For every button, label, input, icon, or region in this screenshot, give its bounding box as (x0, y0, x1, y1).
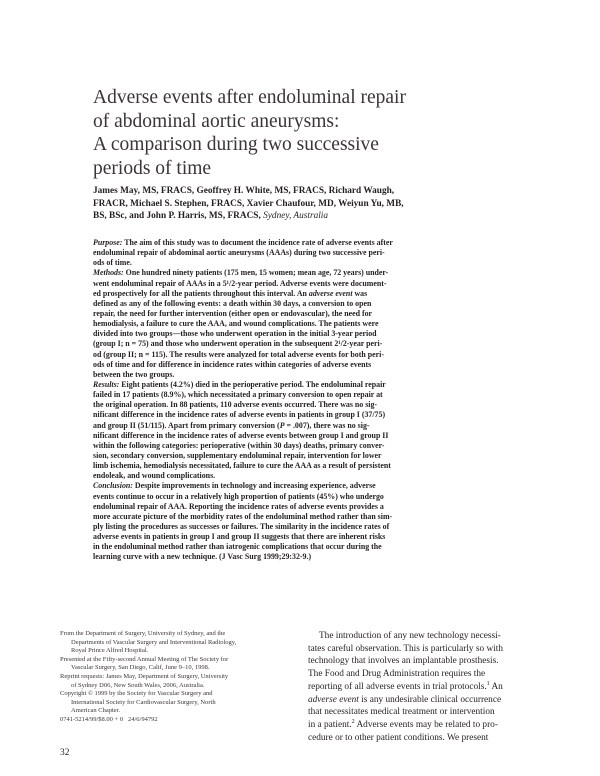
intro-line (308, 694, 544, 707)
intro-line (308, 719, 544, 732)
footnote-line: Copyright © 1999 by the Society for Vascular Surgery and (60, 690, 213, 698)
author-line: James May, MS, FRACS, Geoffrey H. White, MS, FRACS, Richard Waugh, (93, 186, 395, 196)
author-location: Sydney, Australia (263, 211, 329, 222)
title-line: A comparison during two successive (93, 134, 379, 155)
footnote-line: From the Department of Surgery, University of Sydney, and the (60, 630, 226, 637)
abstract-line (93, 268, 518, 278)
article-title (93, 86, 513, 180)
intro-line: technology that involves an implantable prosthesis. (308, 656, 499, 667)
abstract-line (93, 481, 518, 491)
abstract-line: nificant difference in the incidence rates of adverse events in patients in group I (37/75) (93, 410, 386, 420)
abstract-line: ods of time and for difference in incidence rates within categories of adverse events (93, 359, 372, 369)
methods-text: was (352, 288, 368, 298)
abstract-line: adverse events in patients in group I and group II suggests that there are inherent risks (93, 532, 386, 542)
title-line: of abdominal aortic aneurysms: (93, 110, 340, 132)
abstract-line (93, 380, 518, 390)
author-list (93, 185, 513, 223)
intro-text: reporting of all adverse events in trial protocols. (308, 681, 487, 692)
methods-text: One hundred ninety patients (175 men, 15 women; mean age, 72 years) under- (123, 268, 389, 278)
results-text: Eight patients (4.2%) died in the perioperative period. The endoluminal repair (119, 379, 386, 389)
conclusion-label: Conclusion: (93, 481, 133, 491)
article-code-line (60, 716, 280, 725)
intro-line: The introduction of any new technology necessi- (319, 631, 501, 641)
page-number: 32 (60, 748, 70, 758)
affiliation-footnotes (60, 630, 280, 725)
abstract-line (93, 289, 518, 299)
abstract-line: divided into two groups—those who underwent operation in the initial 3-year period (93, 329, 377, 339)
footnote-line: Presented at the Fifty-second Annual Meeting of The Society for (60, 655, 229, 663)
title-line: Adverse events after endoluminal repair (93, 87, 406, 108)
abstract-line: ods of time. (93, 258, 132, 268)
abstract-line: the original operation. In 88 patients, 110 adverse events occurred. There was no sig- (93, 400, 378, 410)
abstract-line: endoluminal repair of abdominal aortic aneurysms (AAAs) during two successive peri- (93, 248, 385, 258)
abstract-line: (group I; n = 75) and those who underwent operation in the subsequent 2¹/2-year peri- (93, 339, 383, 349)
purpose-text: The aim of this study was to document the incidence rate of adverse events after (122, 238, 393, 247)
abstract-line: failed in 17 patients (8.9%), which necessitated a primary conversion to open repair at (93, 390, 383, 400)
abstract (93, 238, 518, 563)
author-line: FRACR, Michael S. Stephen, FRACS, Xavier Chaufour, MD, Weiyun Yu, MB, (93, 198, 404, 209)
methods-text: ed prospectively for all the patients throughout this interval. An (93, 288, 309, 298)
citation-ref: 2 (351, 718, 355, 725)
abstract-line: limb ischemia, hemodialysis necessitated, failure to cure the AAA as a result of persistent (93, 461, 391, 471)
intro-line (308, 681, 544, 694)
abstract-line: more accurate picture of the morbidity rates of the endoluminal method rather than sim- (93, 511, 393, 521)
abstract-line: went endoluminal repair of AAAs in a 5¹/2-year period. Adverse events were document- (93, 278, 387, 288)
abstract-line (93, 421, 518, 431)
intro-text: An (489, 681, 503, 692)
results-label: Results: (93, 379, 120, 389)
abstract-line: sion, secondary conversion, supplementary endoluminal repair, intervention for lower (93, 450, 382, 460)
abstract-line: within the following categories: perioperative (within 30 days) deaths, primary conver- (93, 440, 385, 450)
results-text: and group II (51/115). Apart from primary conversion ( (93, 420, 280, 430)
abstract-line: od (group II; n = 115). The results were analyzed for total adverse events for both peri- (93, 349, 384, 359)
abstract-line: hemodialysis, a failure to cure the AAA, and wound complications. The patients were (93, 319, 379, 329)
abstract-line (93, 238, 518, 248)
author-line (93, 210, 513, 223)
abstract-line: endoleak, and wound complications. (93, 471, 216, 481)
abstract-line: in the endoluminal method rather than iatrogenic complications that occur during the (93, 542, 382, 552)
footnote-line: Royal Prince Alfred Hospital. (71, 647, 149, 655)
intro-line: The Food and Drug Administration requires the (308, 669, 486, 680)
footnote-line: Reprint requests: James May, Department of Surgery, University (60, 672, 229, 680)
abstract-line: nificant difference in the incidence rates of adverse events between group I and group II (93, 430, 389, 440)
intro-line: that necessitates medical treatment or intervention (308, 707, 495, 718)
footnote-line: American Chapter. (71, 707, 121, 715)
citation-ref: 1 (486, 680, 490, 687)
footnote-line: Departments of Vascular Surgery and Interventional Radiology, (71, 638, 237, 646)
intro-text: in a patient. (308, 719, 352, 730)
results-text: = .007), there was no sig- (284, 420, 370, 430)
intro-text: Adverse events may be related to pro- (354, 719, 498, 730)
intro-line: tates careful observation. This is particularly so with (308, 643, 504, 654)
introduction-text (308, 630, 544, 744)
article-code: 0741-5214/99/$8.00 + 0 (60, 715, 124, 723)
abstract-line: endoluminal repair of AAA. Reporting the incidence rates of adverse events provides a (93, 501, 384, 511)
abstract-line: between the two groups. (93, 369, 175, 379)
intro-line: cedure or to other patient conditions. We present (308, 732, 489, 743)
abstract-line: repair, the need for further intervention (either open or endovascular), the need for (93, 308, 373, 318)
article-code: 24/6/94792 (127, 715, 158, 723)
methods-emphasis: adverse event (308, 288, 353, 298)
purpose-label: Purpose: (93, 238, 123, 247)
footnote-line: Vascular Surgery, San Diego, Calif, June 9–10, 1998. (71, 664, 210, 672)
footnote-line: International Society for Cardiovascular Surgery, North (71, 698, 216, 706)
abstract-line: learning curve with a new technique. (J Vasc Surg 1999;29:32-9.) (93, 552, 312, 562)
intro-text: is any undesirable clinical occurrence (358, 694, 502, 705)
methods-label: Methods: (93, 268, 124, 278)
footnote-line: of Sydney D06, New South Wales, 2006, Australia. (71, 681, 205, 689)
abstract-line: events continue to occur in a relatively high proportion of patients (45%) who undergo (93, 491, 384, 501)
p-value-label: P (279, 420, 285, 430)
abstract-line: defined as any of the following events: a death within 30 days, a conversion to open (93, 298, 372, 308)
title-line: periods of time (93, 157, 212, 179)
abstract-line: ply listing the procedures as successes or failures. The similarity in the incidence rates of (93, 521, 390, 531)
conclusion-text: Despite improvements in technology and increasing experience, adverse (132, 481, 376, 491)
intro-emphasis: adverse event (308, 694, 359, 705)
author-line-text: BS, BSc, and John P. Harris, MS, FRACS, (93, 211, 261, 222)
